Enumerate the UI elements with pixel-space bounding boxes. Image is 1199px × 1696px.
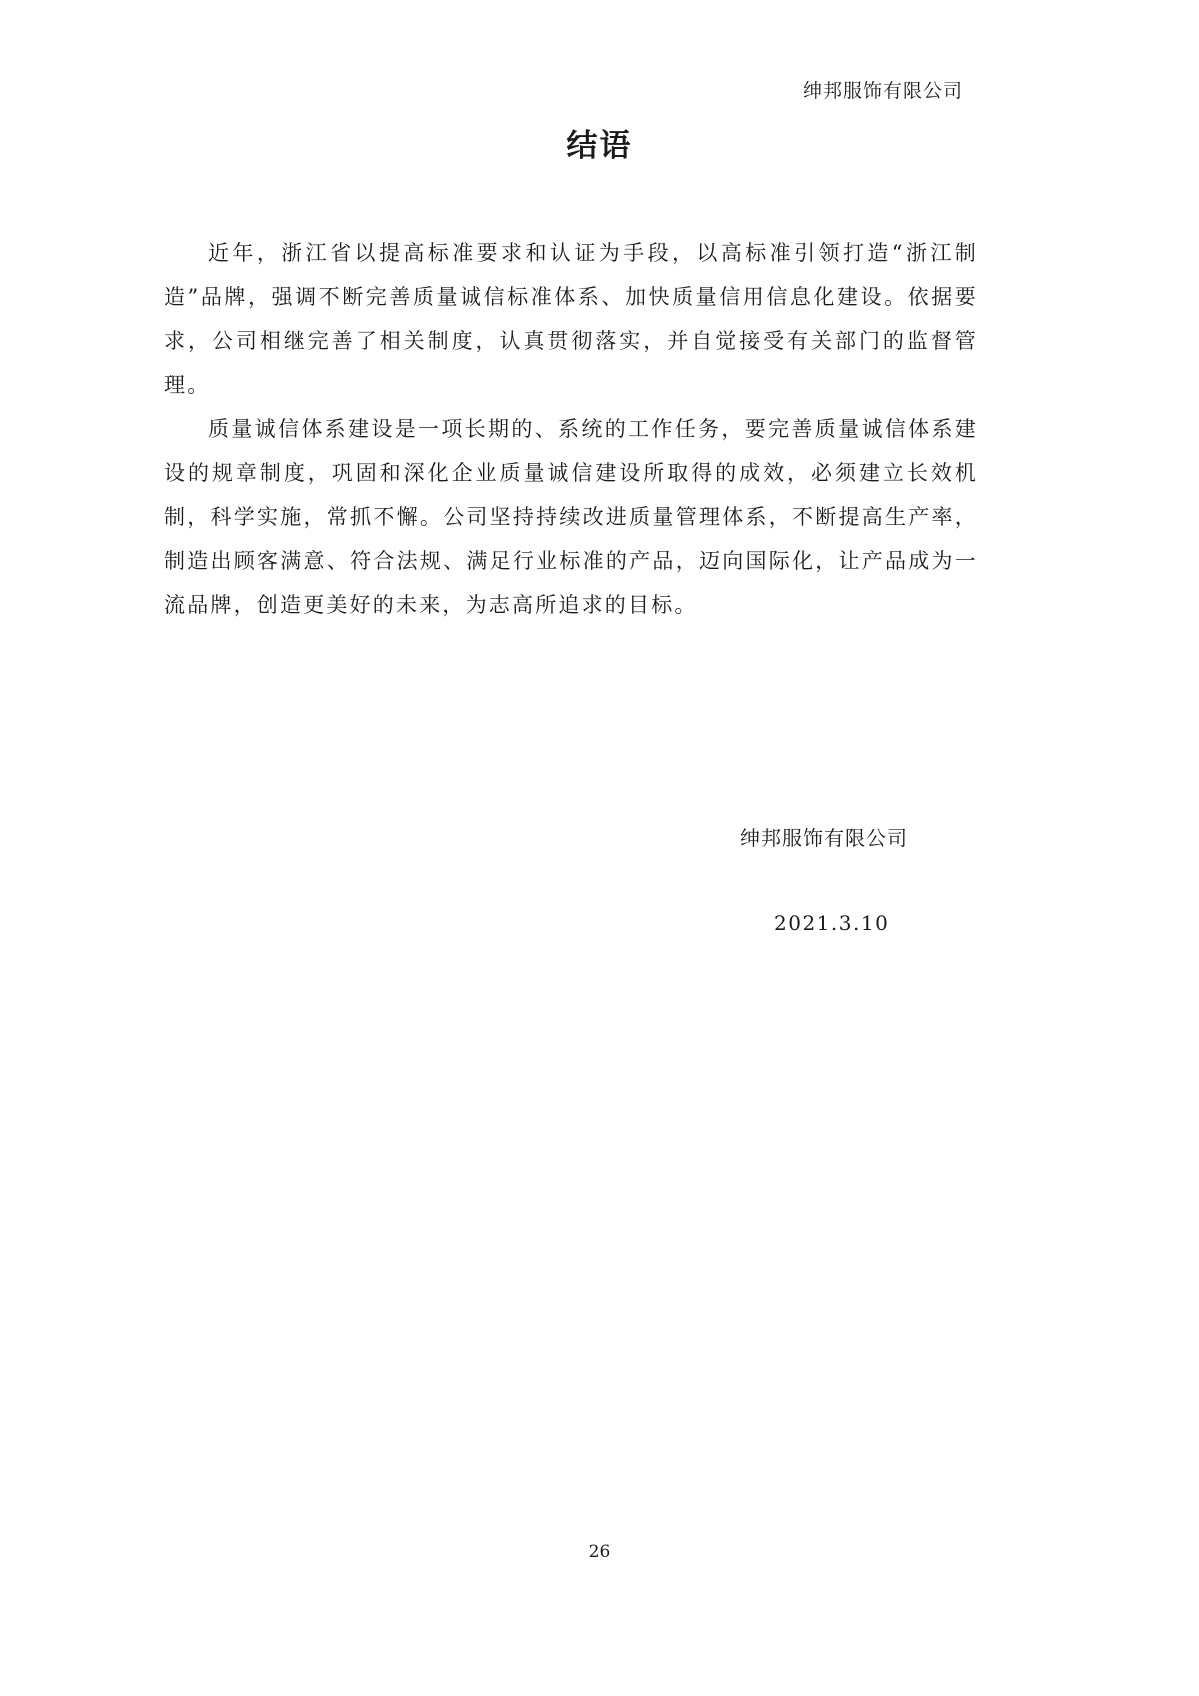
page-title: 结语: [566, 128, 633, 164]
paragraph-1: 近年，浙江省以提高标准要求和认证为手段，以高标准引领打造“浙江制造”品牌，强调不断完善质量诚信标准体系、加快质量信用信息化建设。依据要求，公司相继完善了相关制度，认真贯彻落实，并自觉接受有关部门的监督管理。: [164, 241, 978, 397]
signature-company: 绅邦服饰有限公司: [740, 826, 908, 850]
body-text: [164, 231, 978, 627]
page-number: 26: [588, 1542, 611, 1562]
signature-date: 2021.3.10: [774, 911, 890, 935]
header-company-name: 绅邦服饰有限公司: [802, 80, 963, 102]
paragraph-2: 质量诚信体系建设是一项长期的、系统的工作任务，要完善质量诚信体系建设的规章制度，巩固和深化企业质量诚信建设所取得的成效，必须建立长效机制，科学实施，常抓不懈。公司坚持持续改进质量管理体系，不断提高生产率，制造出顾客满意、符合法规、满足行业标准的产品，迈向国际化，让产品成为一流品牌，创造更美好的未来，为志高所追求的目标。: [164, 417, 978, 617]
